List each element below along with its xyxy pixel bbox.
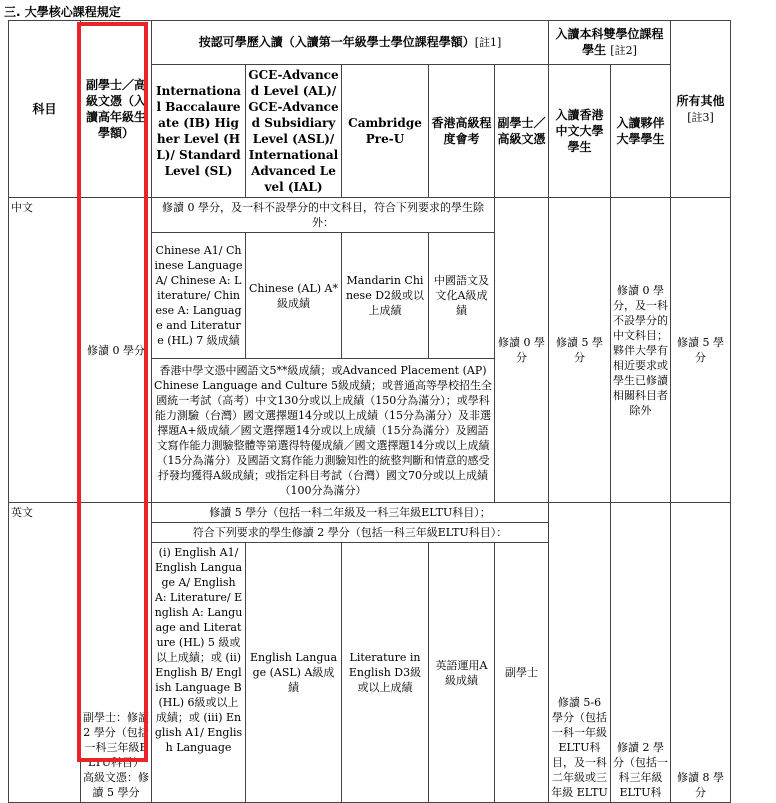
chinese-hk-cuhk: 修讀 5 學分 [549, 198, 611, 503]
english-hk-cuhk: 修讀 5-6 學分（包括一科一年級 ELTU科目，及一科二年級或三年級 ELTU [549, 503, 611, 803]
english-associate-sub: 副學士 [495, 543, 549, 803]
header-ib: International Baccalaureate (IB) Higher Level (HL)/ Standard Level (SL) [152, 65, 246, 198]
chinese-gce: Chinese (AL) A* 級成績 [246, 233, 342, 359]
header-partner: 入讀夥伴大學學生 [611, 65, 671, 198]
subject-chinese: 中文 [9, 198, 81, 503]
chinese-hkale: 中國語文及文化A級成績 [429, 233, 495, 359]
header-recognized-qualifications [152, 21, 549, 65]
header-hk-cuhk: 入讀香港中文大學學生 [549, 65, 611, 198]
chinese-associate: 修讀 0 學分 [81, 198, 152, 503]
chinese-ib: Chinese A1/ Chinese Language A/ Chinese A: Literature/ Chinese A: Language and Literature (HL) 7 級成績 [152, 233, 246, 359]
note-2: [註2] [610, 44, 637, 57]
english-ib: (i) English A1/ English Language A/ English A: Literature/ English A: Language and Literature (HL) 5 級或以上成績；或 (ii) English B/ English Language B (HL) 6級或以上成績；或 (iii) English A1/ English Language [152, 543, 246, 803]
section-title: 三. 大學核心課程規定 [4, 5, 121, 19]
core-curriculum-table [8, 20, 731, 803]
note-3: [註3] [687, 110, 714, 124]
header-hkale: 香港高級程度會考 [429, 65, 495, 198]
header-dual-degree [549, 21, 671, 65]
header-others-label: 所有其他 [676, 93, 725, 108]
chinese-cambridge: Mandarin Chinese D2級或以上成績 [342, 233, 429, 359]
english-associate: 副學士：修讀 2 學分（包括一科三年級ELTU科目）高級文憑：修讀 5 學分 [81, 503, 152, 803]
chinese-others: 修讀 5 學分 [671, 198, 731, 503]
note-1: [註1] [474, 36, 502, 49]
english-partner: 修讀 2 學分（包括一科三年級 ELTU科 [611, 503, 671, 803]
header-associate-degree: 副學士／高級文憑（入讀高年級生學額） [81, 21, 152, 198]
english-others: 修讀 8 學分 [671, 503, 731, 803]
english-gce: English Language (ASL) A級成績 [246, 543, 342, 803]
chinese-extra-requirements: 香港中學文憑中國語文5**級成績；或Advanced Placement (AP) Chinese Language and Culture 5級成績；或普通高等學校招生全國統一考試（高考）中文130分或以上成績（150分為滿分）；或學科能力測驗（台灣）國文選擇題14分或以上成績（15分為滿分）及非選擇題A+級成績／國文選擇題14分或以上成績（15分為滿分）及國語文寫作能力測驗整體等第選得特優成績／國文選擇題14分或以上成績（15分為滿分）及國語文寫作能力測驗知性的統整判斷和情意的感受抒發均獲得A級成績；或指定科目考試（台灣）國文70分或以上成績（100分為滿分） [152, 359, 495, 503]
header-others [671, 21, 731, 198]
header-associate-sub: 副學士／高級文憑 [495, 65, 549, 198]
english-cambridge: Literature in English D3級或以上成績 [342, 543, 429, 803]
header-recognized-label: 按認可學歷入讀（入讀第一年級學士學位課程學額） [198, 35, 475, 49]
english-intro-1: 修讀 5 學分（包括一科二年級及一科三年級ELTU科目）； [152, 503, 549, 523]
chinese-partner: 修讀 0 學分，及一科不設學分的中文科目；夥伴大學有相近要求或學生已修讀相關科目者除外 [611, 198, 671, 503]
chinese-intro: 修讀 0 學分，及一科不設學分的中文科目，符合下列要求的學生除外： [152, 198, 495, 233]
header-subject: 科目 [9, 21, 81, 198]
header-gce: GCE-Advanced Level (AL)/ GCE-Advanced Subsidiary Level (ASL)/ International Advanced Level (IAL) [246, 65, 342, 198]
chinese-associate-sub: 修讀 0 學分 [495, 198, 549, 503]
header-cambridge: Cambridge Pre-U [342, 65, 429, 198]
english-hkale: 英語運用A級成績 [429, 543, 495, 803]
subject-english: 英文 [9, 503, 81, 803]
english-intro-2: 符合下列要求的學生修讀 2 學分（包括一科三年級ELTU科目）： [152, 523, 549, 543]
header-dual-label: 入讀本科雙學位課程學生 [555, 27, 664, 57]
